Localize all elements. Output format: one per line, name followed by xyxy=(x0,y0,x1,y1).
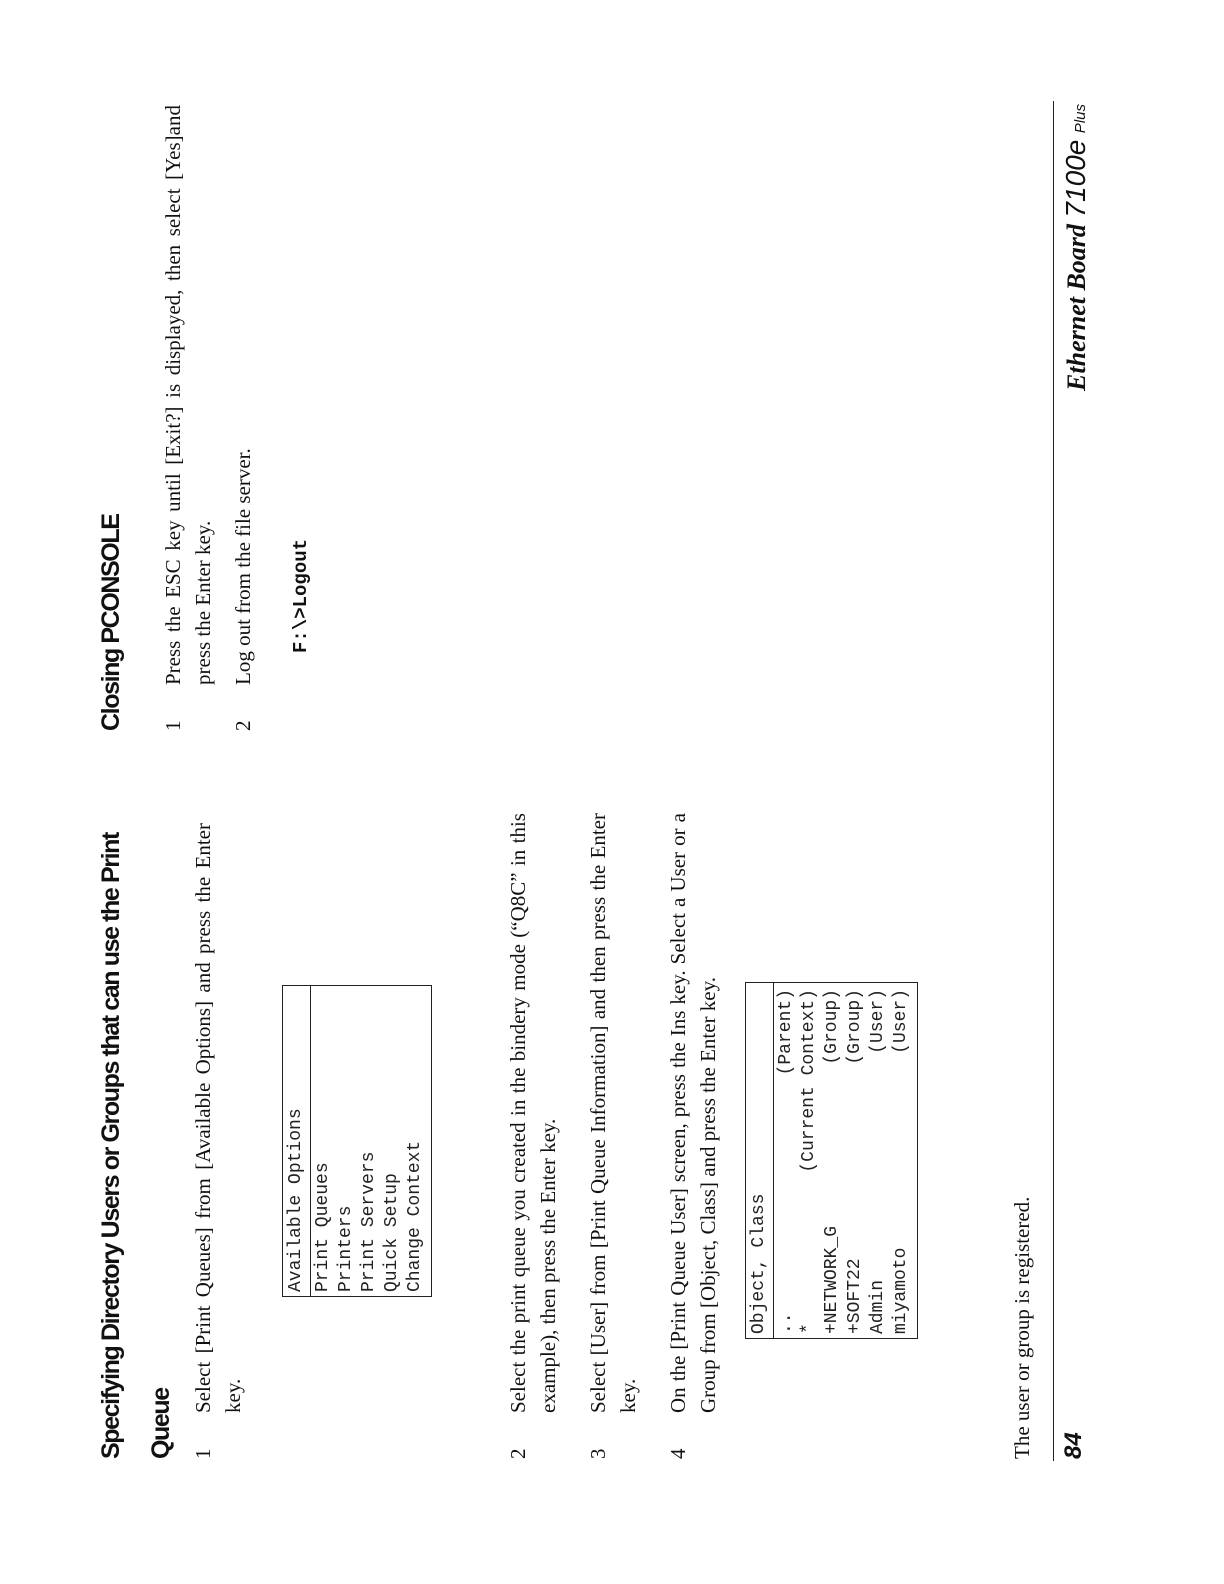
footer-rule xyxy=(1053,101,1054,1461)
closing-step-2 xyxy=(228,91,258,731)
object-row: miyamoto (User) xyxy=(891,989,911,1334)
option-printers: Printers xyxy=(336,1205,356,1292)
option-change-context: Change Context xyxy=(405,1140,425,1292)
options-list xyxy=(311,986,431,1296)
right-column xyxy=(0,91,1224,731)
step-text: Press the ESC key until [Exit?] is displayed, then select [Yes]and press the Enter key. xyxy=(161,105,215,685)
step-number: 4 xyxy=(666,1448,690,1459)
object-row: * (Current Context) xyxy=(799,989,819,1334)
step-4 xyxy=(663,799,723,1459)
object-box-header: Object, Class xyxy=(746,983,774,1338)
options-box-header: Available Options xyxy=(283,986,311,1296)
product-name xyxy=(1060,104,1092,391)
logout-command: F:\>Logout xyxy=(290,538,312,653)
step-number: 2 xyxy=(506,1448,530,1459)
step-text: Select the print queue you created in the bindery mode (“Q8C” in this example), then press the Enter key. xyxy=(506,813,560,1413)
object-row: Admin (User) xyxy=(868,989,888,1334)
object-class-box xyxy=(745,982,918,1339)
step-3 xyxy=(583,799,643,1459)
step-text: Select [Print Queues] from [Available Options] and press the Enter key. xyxy=(191,823,245,1413)
step-number: 1 xyxy=(161,720,185,731)
object-list xyxy=(774,983,917,1338)
closing-heading: Closing PCONSOLE xyxy=(97,514,125,731)
product-brand: Ethernet Board xyxy=(1062,224,1091,391)
left-column xyxy=(0,799,1224,1459)
result-text: The user or group is registered. xyxy=(1010,1196,1034,1459)
section-heading-line2: Queue xyxy=(147,1388,175,1459)
step-number: 1 xyxy=(191,1448,215,1459)
step-number: 2 xyxy=(231,720,255,731)
option-print-queues: Print Queues xyxy=(313,1162,333,1292)
closing-step-1 xyxy=(158,91,218,731)
option-print-servers: Print Servers xyxy=(359,1151,379,1292)
option-quick-setup: Quick Setup xyxy=(382,1173,402,1292)
product-model: 7100e xyxy=(1060,139,1091,218)
step-2 xyxy=(503,799,563,1459)
page-number: 84 xyxy=(1060,1432,1087,1459)
product-suffix: Plus xyxy=(1072,104,1089,134)
object-row: +NETWORK_G (Group) xyxy=(822,989,842,1334)
object-row: .. (Parent) xyxy=(776,989,796,1334)
step-number: 3 xyxy=(586,1448,610,1459)
step-1 xyxy=(188,799,248,1459)
section-heading-line1: Specifying Directory Users or Groups that can use the Print xyxy=(97,833,125,1459)
step-text: On the [Print Queue User] screen, press the Ins key. Select a User or a Group from [Object, Class] and press the Enter key. xyxy=(666,813,720,1413)
object-row: +SOFT22 (Group) xyxy=(845,989,865,1334)
step-text: Select [User] from [Print Queue Information] and then press the Enter key. xyxy=(586,813,640,1413)
step-text: Log out from the file server. xyxy=(231,448,255,685)
available-options-box xyxy=(282,985,432,1297)
